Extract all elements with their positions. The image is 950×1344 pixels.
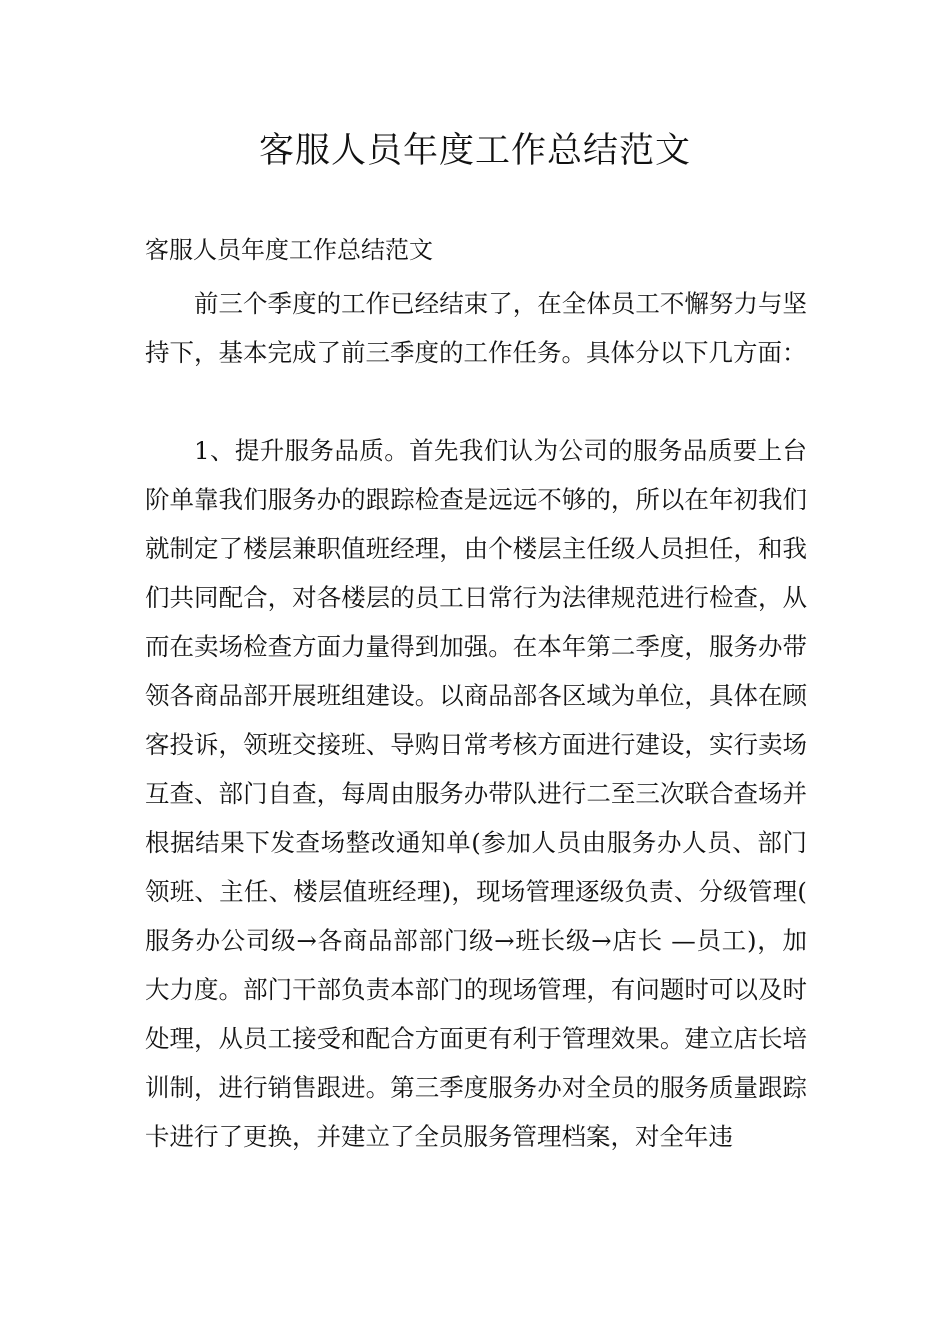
paragraph-intro: 前三个季度的工作已经结束了，在全体员工不懈努力与坚持下，基本完成了前三季度的工作任务。具体分以下几方面： [145, 289, 807, 367]
document-subtitle: 客服人员年度工作总结范文 [145, 236, 433, 264]
paragraph-service-quality: 1、提升服务品质。首先我们认为公司的服务品质要上台阶单靠我们服务办的跟踪检查是远远不够的，所以在年初我们就制定了楼层兼职值班经理，由个楼层主任级人员担任，和我们共同配合，对各楼层的员工日常行为法律规范进行检查，从而在卖场检查方面力量得到加强。在本年第二季度，服务办带领各商品部开展班组建设。以商品部各区域为单位，具体在顾客投诉，领班交接班、导购日常考核方面进行建设，实行卖场互查、部门自查，每周由服务办带队进行二至三次联合查场并根据结果下发查场整改通知单(参加人员由服务办人员、部门领班、主任、楼层值班经理)，现场管理逐级负责、分级管理(服务办公司级→各商品部部门级→班长级→店长 —员工)，加大力度。部门干部负责本部门的现场管理，有问题时可以及时处理，从员工接受和配合方面更有利于管理效果。建立店长培训制，进行销售跟进。第三季度服务办对全员的服务质量跟踪卡进行了更换，并建立了全员服务管理档案，对全年违 [145, 436, 807, 1151]
document-title: 客服人员年度工作总结范文 [258, 131, 691, 171]
